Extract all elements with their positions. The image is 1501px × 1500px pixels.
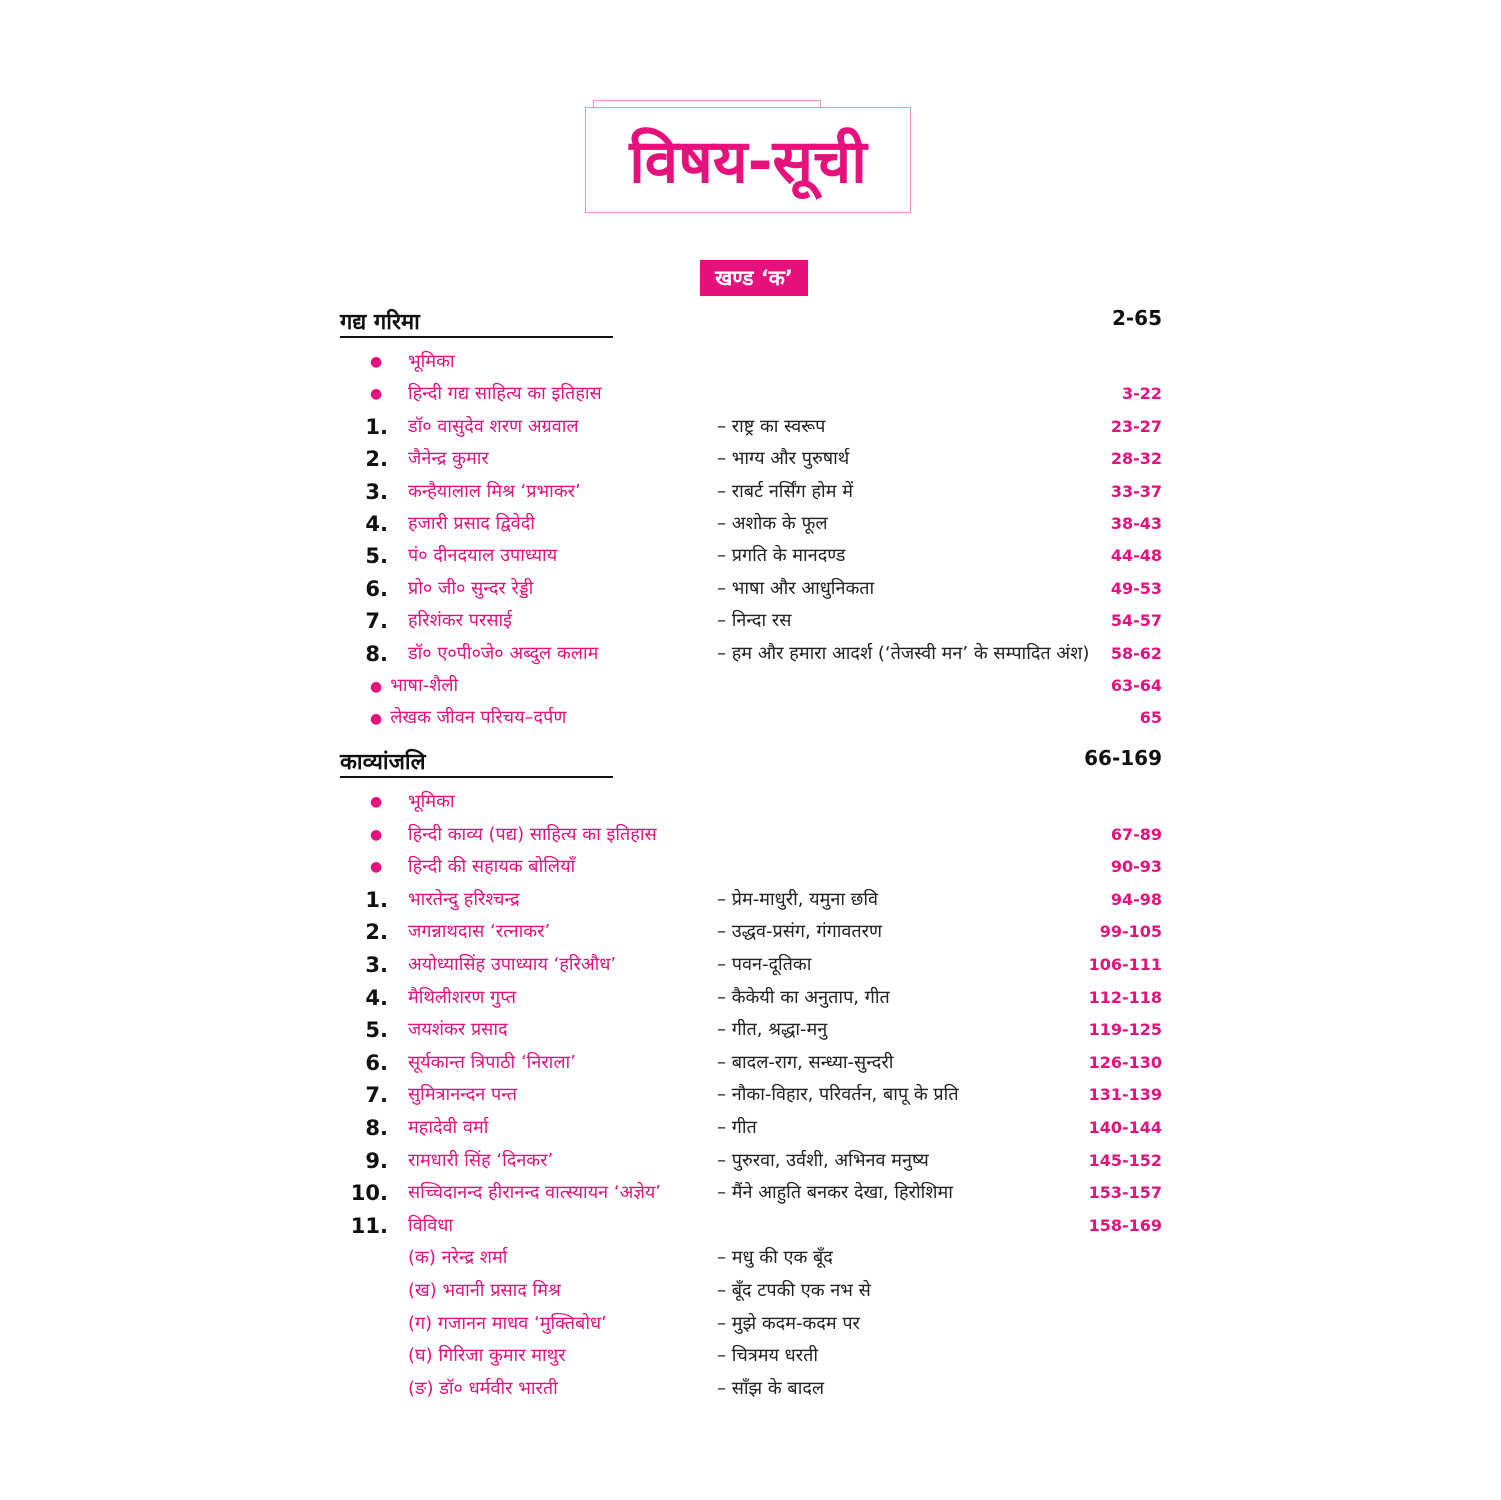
section-title: गद्य गरिमा bbox=[340, 310, 420, 335]
toc-number: 11. bbox=[350, 1213, 388, 1238]
toc-row bbox=[340, 1374, 1162, 1404]
toc-work: – गीत, श्रद्धा-मनु bbox=[717, 1019, 828, 1041]
toc-page: 28-32 bbox=[1110, 449, 1162, 469]
toc-page: 3-22 bbox=[1121, 384, 1162, 404]
toc-page: 23-27 bbox=[1110, 416, 1162, 436]
toc-row bbox=[340, 1146, 1162, 1176]
toc-row bbox=[340, 444, 1162, 474]
toc-author: हजारी प्रसाद द्विवेदी bbox=[408, 513, 535, 534]
toc-number: 6. bbox=[365, 1050, 388, 1075]
toc-page: 38-43 bbox=[1110, 514, 1162, 533]
toc-work: – भाग्य और पुरुषार्थ bbox=[717, 448, 850, 470]
bullet-icon: ● bbox=[370, 859, 383, 876]
toc-number: 7. bbox=[365, 1083, 388, 1108]
toc-number: 9. bbox=[365, 1148, 388, 1173]
section-badge: खण्ड ‘क’ bbox=[700, 260, 808, 296]
toc-row bbox=[340, 1243, 1162, 1273]
toc-row bbox=[340, 1309, 1162, 1339]
toc-author: पं० दीनदयाल उपाध्याय bbox=[408, 545, 558, 567]
toc-page: 54-57 bbox=[1110, 611, 1162, 631]
toc-author: हिन्दी की सहायक बोलियाँ bbox=[408, 856, 576, 878]
toc-number: 8. bbox=[365, 1116, 388, 1140]
toc-row bbox=[340, 412, 1162, 442]
toc-row bbox=[340, 1080, 1162, 1110]
bullet-icon: ● bbox=[370, 386, 383, 403]
toc-row bbox=[340, 1113, 1162, 1143]
toc-number: 5. bbox=[365, 544, 388, 569]
toc-row bbox=[340, 1048, 1162, 1078]
toc-page: 58-62 bbox=[1110, 643, 1162, 663]
toc-work: – अशोक के फूल bbox=[717, 513, 828, 534]
toc-number: 5. bbox=[365, 1018, 388, 1043]
toc-number: 10. bbox=[350, 1181, 388, 1206]
toc-author: डॉ० ए०पी०जे० अब्दुल कलाम bbox=[408, 642, 599, 664]
toc-row bbox=[340, 1341, 1162, 1371]
toc-author: सच्चिदानन्द हीरानन्द वात्स्यायन ‘अज्ञेय’ bbox=[408, 1182, 662, 1204]
toc-author: रामधारी सिंह ‘दिनकर’ bbox=[408, 1149, 554, 1171]
toc-work: – हम और हमारा आदर्श (‘तेजस्वी मन’ के सम्पादित अंश) bbox=[717, 642, 1090, 664]
toc-row bbox=[340, 852, 1162, 882]
toc-author bbox=[370, 671, 458, 702]
toc-page: 131-139 bbox=[1088, 1085, 1162, 1105]
toc-page: 99-105 bbox=[1099, 922, 1162, 942]
section-header-gadya bbox=[340, 306, 1162, 342]
toc-work: – नौका-विहार, परिवर्तन, बापू के प्रति bbox=[717, 1084, 959, 1106]
toc-number: 6. bbox=[365, 576, 388, 601]
toc-author: भारतेन्दु हरिश्चन्द्र bbox=[408, 888, 520, 910]
bullet-icon: ● bbox=[370, 354, 383, 370]
toc-author: मैथिलीशरण गुप्त bbox=[408, 986, 517, 1008]
toc-page: 94-98 bbox=[1110, 889, 1162, 909]
toc-author: अयोध्यासिंह उपाध्याय ‘हरिऔध’ bbox=[408, 954, 617, 975]
toc-page: 33-37 bbox=[1110, 481, 1162, 501]
toc-author: हिन्दी काव्य (पद्य) साहित्य का इतिहास bbox=[408, 823, 657, 845]
toc-author: (ख) भवानी प्रसाद मिश्र bbox=[408, 1280, 561, 1301]
toc-work: – राष्ट्र का स्वरूप bbox=[717, 415, 826, 437]
toc-page: 67-89 bbox=[1110, 824, 1162, 844]
toc-row bbox=[340, 574, 1162, 604]
toc-row bbox=[340, 1276, 1162, 1306]
toc-author: जयशंकर प्रसाद bbox=[408, 1019, 508, 1041]
toc-work: – मधु की एक बूँद bbox=[717, 1247, 833, 1269]
toc-row bbox=[340, 950, 1162, 980]
toc-work: – बादल-राग, सन्ध्या-सुन्दरी bbox=[717, 1051, 894, 1073]
bullet-icon: ● bbox=[370, 794, 383, 810]
toc-page: 49-53 bbox=[1110, 578, 1162, 598]
toc-page: 119-125 bbox=[1088, 1020, 1162, 1040]
toc-row bbox=[340, 917, 1162, 947]
toc-number: 4. bbox=[365, 512, 388, 536]
toc-number: 3. bbox=[365, 953, 388, 977]
toc-work: – प्रेम-माधुरी, यमुना छवि bbox=[717, 888, 879, 910]
toc-row bbox=[340, 606, 1162, 636]
toc-number: 1. bbox=[365, 414, 388, 439]
toc-author-text: भाषा-शैली bbox=[390, 675, 459, 696]
toc-row bbox=[340, 671, 1162, 701]
toc-number: 2. bbox=[365, 920, 388, 945]
section-header-kavya bbox=[340, 746, 1162, 782]
toc-author bbox=[370, 703, 566, 734]
toc-work: – उद्धव-प्रसंग, गंगावतरण bbox=[717, 921, 883, 943]
toc-row bbox=[340, 379, 1162, 409]
toc-page: 145-152 bbox=[1088, 1150, 1162, 1170]
toc-author: प्रो० जी० सुन्दर रेड्डी bbox=[408, 577, 534, 599]
toc-work: – चित्रमय धरती bbox=[717, 1345, 819, 1367]
toc-work: – साँझ के बादल bbox=[717, 1377, 825, 1399]
bullet-icon: ● bbox=[370, 826, 383, 843]
toc-page: 126-130 bbox=[1088, 1052, 1162, 1072]
toc-author: हरिशंकर परसाई bbox=[408, 610, 512, 632]
toc-author: सुमित्रानन्दन पन्त bbox=[408, 1084, 518, 1106]
toc-author: महादेवी वर्मा bbox=[408, 1117, 489, 1138]
toc-page: 106-111 bbox=[1088, 955, 1162, 974]
toc-number: 4. bbox=[365, 985, 388, 1010]
toc-row bbox=[340, 885, 1162, 915]
toc-number: 2. bbox=[365, 447, 388, 472]
toc-row bbox=[340, 509, 1162, 539]
toc-work: – गीत bbox=[717, 1117, 757, 1138]
section-pages: 66-169 bbox=[1084, 746, 1162, 770]
toc-work: – पवन-दूतिका bbox=[717, 954, 812, 975]
toc-work: – मैंने आहुति बनकर देखा, हिरोशिमा bbox=[717, 1182, 953, 1204]
toc-work: – निन्दा रस bbox=[717, 610, 792, 632]
title-box bbox=[585, 100, 913, 214]
toc-page: 158-169 bbox=[1088, 1215, 1162, 1235]
toc-work: – मुझे कदम-कदम पर bbox=[717, 1312, 860, 1334]
toc-page: 140-144 bbox=[1088, 1118, 1162, 1137]
section-title: काव्यांजलि bbox=[340, 750, 426, 775]
toc-page: 112-118 bbox=[1088, 987, 1162, 1007]
toc-work: – बूँद टपकी एक नभ से bbox=[717, 1280, 871, 1301]
toc-number: 7. bbox=[365, 609, 388, 634]
toc-author: (घ) गिरिजा कुमार माथुर bbox=[408, 1345, 566, 1367]
toc-row bbox=[340, 983, 1162, 1013]
toc-row bbox=[340, 787, 1162, 817]
toc-author-text: लेखक जीवन परिचय–दर्पण bbox=[390, 707, 567, 729]
toc-number: 1. bbox=[365, 887, 388, 912]
toc-row bbox=[340, 1178, 1162, 1208]
toc-row bbox=[340, 347, 1162, 377]
toc-page: 65 bbox=[1139, 708, 1162, 728]
toc-page: 153-157 bbox=[1088, 1183, 1162, 1203]
toc-author: सूर्यकान्त त्रिपाठी ‘निराला’ bbox=[408, 1051, 576, 1073]
section-underline bbox=[340, 336, 613, 338]
bullet-icon: ● bbox=[370, 711, 383, 728]
toc-author: जगन्नाथदास ‘रत्नाकर’ bbox=[408, 921, 551, 943]
toc-row bbox=[340, 541, 1162, 571]
toc-work: – कैकेयी का अनुताप, गीत bbox=[717, 986, 890, 1008]
toc-row bbox=[340, 639, 1162, 669]
toc-page: 44-48 bbox=[1110, 546, 1162, 566]
toc-work: – पुरुरवा, उर्वशी, अभिनव मनुष्य bbox=[717, 1149, 929, 1171]
title-frame bbox=[585, 107, 911, 213]
section-underline bbox=[340, 776, 613, 778]
toc-page: 63-64 bbox=[1110, 676, 1162, 695]
toc-number: 8. bbox=[365, 641, 388, 666]
toc-page: 90-93 bbox=[1110, 857, 1162, 877]
toc-author: (क) नरेन्द्र शर्मा bbox=[408, 1247, 508, 1269]
toc-author: भूमिका bbox=[408, 791, 455, 812]
toc-author: जैनेन्द्र कुमार bbox=[408, 448, 489, 470]
toc-row bbox=[340, 477, 1162, 507]
toc-author: कन्हैयालाल मिश्र ‘प्रभाकर’ bbox=[408, 480, 581, 502]
toc-work: – राबर्ट नर्सिंग होम में bbox=[717, 480, 853, 502]
toc-author: (ङ) डॉ० धर्मवीर भारती bbox=[408, 1377, 558, 1399]
toc-author: हिन्दी गद्य साहित्य का इतिहास bbox=[408, 383, 602, 405]
bullet-icon: ● bbox=[370, 679, 383, 695]
toc-row bbox=[340, 1211, 1162, 1241]
toc-work: – भाषा और आधुनिकता bbox=[717, 577, 875, 599]
toc-number: 3. bbox=[365, 479, 388, 504]
toc-work: – प्रगति के मानदण्ड bbox=[717, 545, 846, 567]
toc-author: (ग) गजानन माधव ‘मुक्तिबोध’ bbox=[408, 1312, 607, 1334]
toc-author: भूमिका bbox=[408, 351, 455, 372]
toc-row bbox=[340, 820, 1162, 850]
toc-author: डॉ० वासुदेव शरण अग्रवाल bbox=[408, 415, 579, 437]
toc-row bbox=[340, 1015, 1162, 1045]
section-pages: 2-65 bbox=[1111, 306, 1162, 330]
toc-author: विविधा bbox=[408, 1214, 454, 1236]
page-title: विषय-सूची bbox=[629, 127, 867, 197]
toc-row bbox=[340, 703, 1162, 733]
